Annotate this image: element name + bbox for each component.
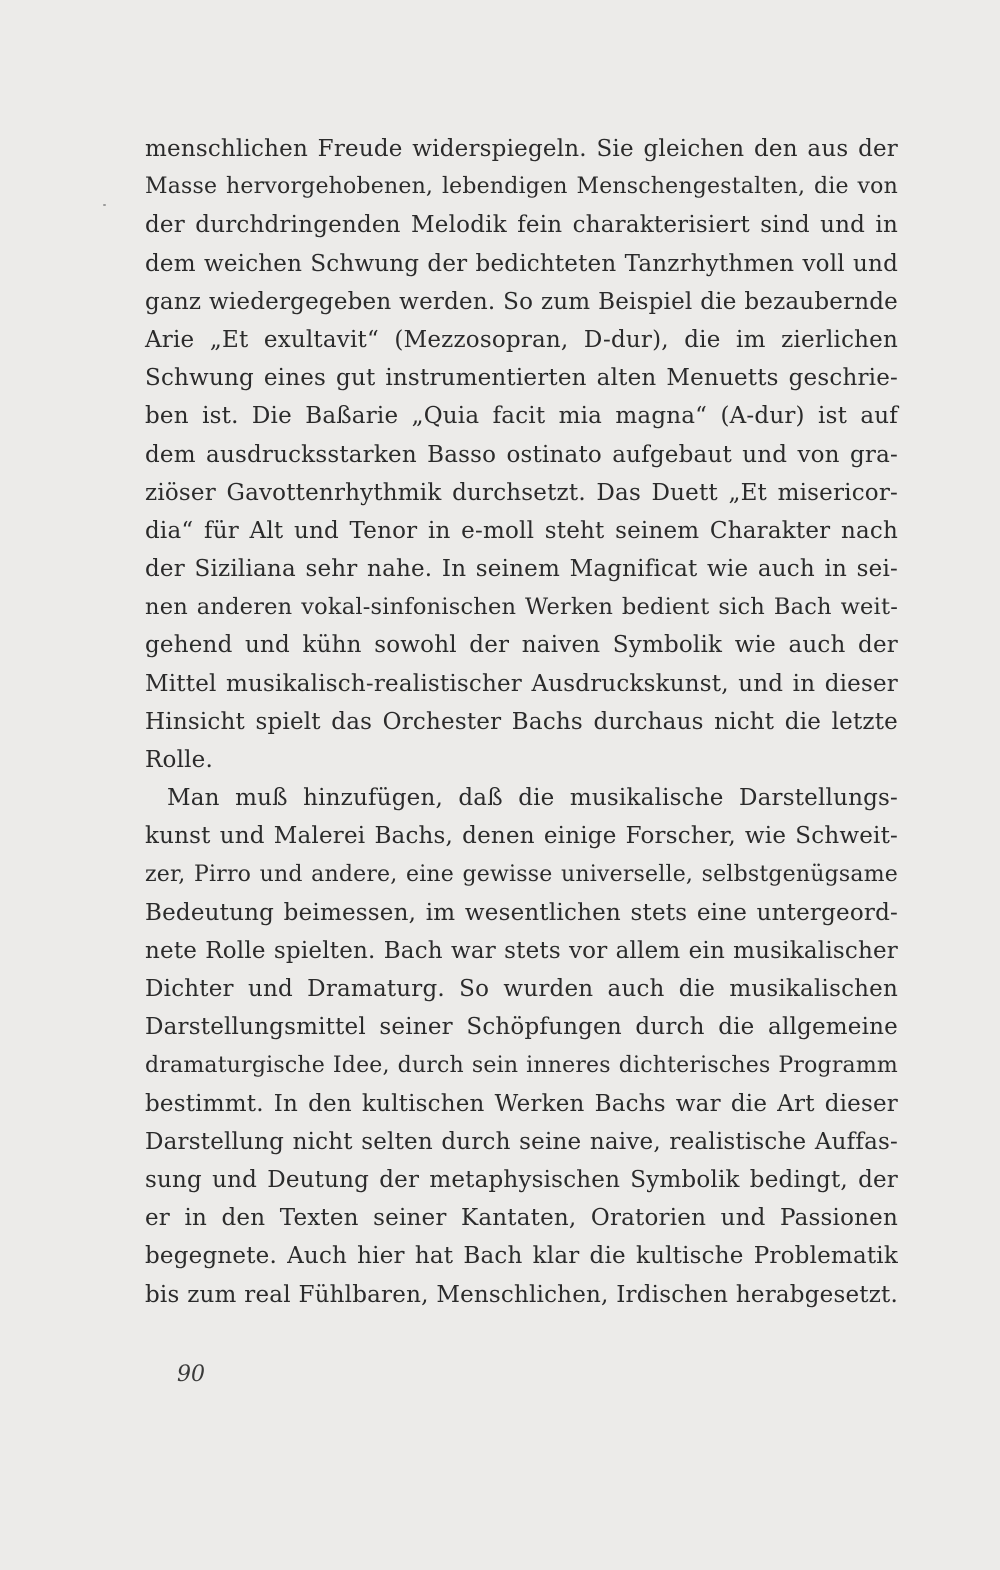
- text-line: kunst und Malerei Bachs, denen einige Forscher, wie Schweit-: [145, 823, 898, 850]
- text-line: ziöser Gavottenrhythmik durchsetzt. Das Duett „Et misericor-: [145, 479, 898, 506]
- text-line: dramaturgische Idee, durch sein inneres dichterisches Programm: [145, 1052, 898, 1078]
- text-line: dia“ für Alt und Tenor in e-moll steht seinem Charakter nach: [145, 517, 898, 544]
- text-line: nen anderen vokal-sinfonischen Werken bedient sich Bach weit-: [145, 594, 898, 621]
- text-line: er in den Texten seiner Kantaten, Oratorien und Passionen: [145, 1205, 898, 1232]
- text-line: Schwung eines gut instrumentierten alten Menuetts geschrie-: [145, 365, 898, 392]
- text-line: Mittel musikalisch-realistischer Ausdruckskunst, und in dieser: [145, 670, 898, 697]
- text-line: Hinsicht spielt das Orchester Bachs durchaus nicht die letzte: [145, 708, 898, 735]
- text-line: Man muß hinzufügen, daß die musikalische Darstellungs-: [167, 785, 898, 812]
- text-line: Bedeutung beimessen, im wesentlichen stets eine untergeord-: [145, 899, 898, 926]
- text-line: ben ist. Die Baßarie „Quia facit mia magna“ (A-dur) ist auf: [145, 403, 898, 430]
- text-line: Darstellungsmittel seiner Schöpfungen durch die allgemeine: [145, 1014, 898, 1041]
- text-line: Arie „Et exultavit“ (Mezzosopran, D-dur), die im zierlichen: [145, 326, 898, 353]
- text-line: der durchdringenden Melodik fein charakterisiert sind und in: [145, 212, 898, 239]
- text-line: nete Rolle spielten. Bach war stets vor allem ein musikalischer: [145, 937, 898, 964]
- body-text: [145, 130, 898, 1314]
- text-line: bestimmt. In den kultischen Werken Bachs war die Art dieser: [145, 1090, 898, 1117]
- paragraph-2: [145, 779, 898, 1314]
- text-line: bis zum real Fühlbaren, Menschlichen, Irdischen herabgesetzt.: [145, 1281, 898, 1308]
- text-line: zer, Pirro und andere, eine gewisse universelle, selbstgenügsame: [145, 861, 898, 887]
- text-line: dem ausdrucksstarken Basso ostinato aufgebaut und von gra-: [145, 441, 898, 468]
- text-line: gehend und kühn sowohl der naiven Symbolik wie auch der: [145, 632, 898, 659]
- scan-speck: [103, 204, 106, 206]
- text-line: dem weichen Schwung der bedichteten Tanzrhythmen voll und: [145, 250, 898, 277]
- text-line: begegnete. Auch hier hat Bach klar die kultische Problematik: [145, 1243, 898, 1270]
- text-line: menschlichen Freude widerspiegeln. Sie gleichen den aus der: [145, 136, 898, 162]
- text-line: Rolle.: [145, 747, 213, 773]
- text-line: sung und Deutung der metaphysischen Symbolik bedingt, der: [145, 1167, 898, 1194]
- text-line: der Siziliana sehr nahe. In seinem Magnificat wie auch in sei-: [145, 556, 898, 583]
- text-line: Dichter und Dramaturg. So wurden auch die musikalischen: [145, 976, 898, 1003]
- text-line: ganz wiedergegeben werden. So zum Beispiel die bezaubernde: [145, 288, 898, 315]
- page-number: 90: [177, 1362, 205, 1387]
- paragraph-1: [145, 130, 898, 779]
- text-line: Darstellung nicht selten durch seine naive, realistische Auffas-: [145, 1128, 898, 1155]
- text-line: Masse hervorgehobenen, lebendigen Menschengestalten, die von: [145, 174, 898, 200]
